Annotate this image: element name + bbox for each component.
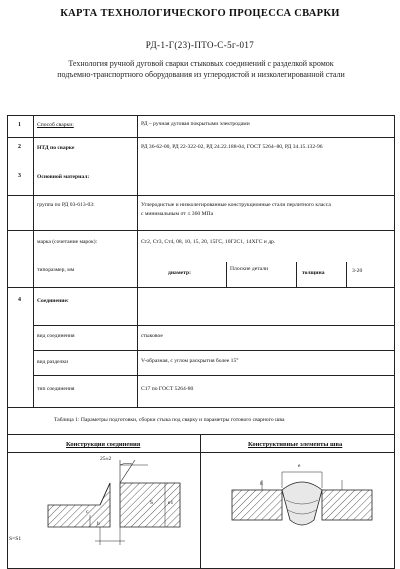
row-number: 1	[18, 122, 21, 128]
row-number: 3	[18, 173, 21, 179]
col-sep-num	[33, 115, 34, 407]
size-sub-divider	[296, 262, 297, 287]
dim-c: c	[86, 509, 89, 515]
joint-type-label: тип соединения	[37, 386, 75, 392]
row-number: 4	[18, 297, 21, 303]
diameter-value: Плоские детали	[230, 266, 269, 272]
dim-g: g	[260, 480, 263, 486]
weld-method-label: Способ сварки:	[37, 122, 74, 128]
dim-b: b	[97, 521, 100, 527]
document-description	[6, 58, 396, 80]
joint-type-value: С17 по ГОСТ 5264-80	[141, 386, 194, 392]
group-value-line-1: Углеродистые и низколегированные конструкционные стали перлитного класса	[141, 202, 331, 208]
row-line	[7, 230, 394, 231]
joint-kind-label: вид соединения	[37, 333, 75, 339]
dim-s: S	[150, 500, 154, 506]
document-code: РД-1-Г(23)-ПТО-С-5г-017	[145, 40, 255, 50]
left-plate	[232, 490, 282, 520]
right-plate	[322, 490, 372, 520]
col-sep-label	[137, 115, 138, 407]
row-line	[7, 195, 394, 196]
right-figure-title: Конструктивные элементы шва	[248, 441, 343, 448]
groove-value: V-образная, с углом раскрытия более 15°	[141, 358, 239, 364]
document-title: КАРТА ТЕХНОЛОГИЧЕСКОГО ПРОЦЕССА СВАРКИ	[60, 8, 340, 19]
thickness-value: 3-20	[352, 268, 363, 274]
size-sub-divider	[346, 262, 347, 287]
description-line-1: Технология ручной дуговой сварки стыковых соединений с разделкой кромок	[68, 59, 334, 68]
groove-label: вид разделки	[37, 359, 69, 365]
row-line	[7, 137, 394, 138]
ntd-label: НТД по сварке	[37, 145, 75, 151]
table-border-right	[394, 115, 395, 569]
row-line	[33, 350, 394, 351]
weld-elements-drawing	[222, 460, 382, 550]
row-line	[7, 115, 394, 116]
row-line	[7, 287, 394, 288]
table-border-left	[7, 115, 8, 569]
dim-e1: e1	[168, 500, 174, 506]
row-line	[33, 325, 394, 326]
thickness-label: толщина	[302, 270, 325, 276]
size-label: типоразмер, мм	[37, 267, 75, 273]
group-label: группа по РД 03-613-03:	[37, 202, 95, 208]
figures-divider	[200, 434, 201, 568]
grade-label: марка (сочетание марок):	[37, 239, 98, 245]
group-value-line-2: с минимальным σт ≤ 360 МПа	[141, 211, 214, 217]
joint-label: Соединение:	[37, 298, 69, 304]
footer-label: S=S1	[9, 536, 22, 542]
row-line	[7, 407, 394, 408]
weld-bead	[282, 482, 322, 525]
base-material-label: Основной материал:	[37, 174, 90, 180]
joint-kind-value: стыковое	[141, 333, 163, 339]
diameter-label: диаметр:	[168, 270, 191, 276]
table-caption: Таблица 1: Параметры подготовки, сборки стыка под сварку и параметры готового сварного шва	[54, 417, 285, 423]
weld-method-value: РД – ручная дуговая покрытыми электродами	[141, 121, 250, 127]
ntd-value: РД 36-62-00, РД 22-322-02, РД 24.22.188-04, ГОСТ 5264–80, РД 34.15.132-96	[141, 144, 323, 150]
dim-e: e	[298, 463, 301, 469]
angle-dimension: 25±2	[100, 456, 112, 462]
left-figure-title: Конструкция соединения	[66, 441, 141, 448]
row-number: 2	[18, 144, 21, 150]
grade-value: Ст2, Ст3, Ст4, 08, 10, 15, 20, 15ГС, 10Г2С1, 14ХГС и др.	[141, 239, 276, 245]
size-sub-divider	[226, 262, 227, 287]
row-line	[33, 375, 394, 376]
left-plate	[48, 483, 110, 527]
description-line-2: подъемно-транспортного оборудования из углеродистой и низколегированной стали	[57, 70, 345, 79]
